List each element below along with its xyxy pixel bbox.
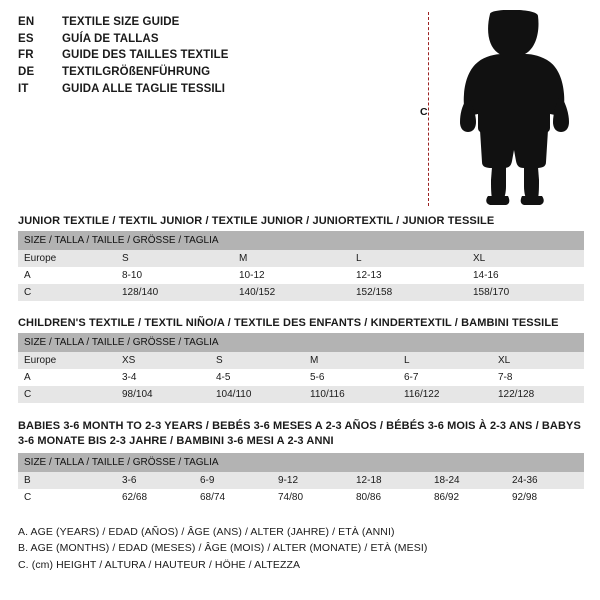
table-header-row xyxy=(18,453,584,472)
language-code: DE xyxy=(18,66,35,79)
row-label: Europe xyxy=(18,352,116,369)
language-title: GUÍA DE TALLAS xyxy=(62,32,159,45)
cell: S xyxy=(210,352,304,369)
language-code: ES xyxy=(18,32,34,45)
cell: M xyxy=(233,250,350,267)
cell: 10-12 xyxy=(233,267,350,284)
language-title: GUIDA ALLE TAGLIE TESSILI xyxy=(62,82,226,95)
cell: 12-13 xyxy=(350,267,467,284)
cell: 3-4 xyxy=(116,369,210,386)
table-header-row xyxy=(18,333,584,352)
cell: 158/170 xyxy=(467,284,584,301)
row-label: A xyxy=(18,369,116,386)
height-measure-line xyxy=(428,12,429,206)
children-section xyxy=(18,317,588,403)
cell: L xyxy=(350,250,467,267)
cell: M xyxy=(304,352,398,369)
legend-line-b: B. AGE (MONTHS) / EDAD (MESES) / ÂGE (MOIS) / ALTER (MONATE) / ETÀ (MESI) xyxy=(18,542,428,555)
cell: 92/98 xyxy=(506,489,584,506)
table-header-row xyxy=(18,231,584,250)
junior-section-title: JUNIOR TEXTILE / TEXTIL JUNIOR / TEXTILE JUNIOR / JUNIORTEXTIL / JUNIOR TESSILE xyxy=(18,215,495,228)
table-row xyxy=(18,284,584,301)
language-title: TEXTILGRÖßENFÜHRUNG xyxy=(62,66,211,79)
row-label: A xyxy=(18,267,116,284)
cell: 8-10 xyxy=(116,267,233,284)
row-label: B xyxy=(18,472,116,489)
legend-line-c: C. (cm) HEIGHT / ALTURA / HAUTEUR / HÖHE / ALTEZZA xyxy=(18,558,301,571)
cell: 5-6 xyxy=(304,369,398,386)
cell: 122/128 xyxy=(492,386,584,403)
language-row xyxy=(18,14,438,31)
table-row xyxy=(18,472,584,489)
table-row xyxy=(18,489,584,506)
legend-block xyxy=(18,524,588,573)
row-label: C xyxy=(18,489,116,506)
junior-size-table xyxy=(18,231,584,301)
measurement-figure xyxy=(420,8,590,208)
cell: 24-36 xyxy=(506,472,584,489)
table-row xyxy=(18,250,584,267)
cell: 14-16 xyxy=(467,267,584,284)
row-label: Europe xyxy=(18,250,116,267)
language-title-block xyxy=(18,14,438,97)
cell: L xyxy=(398,352,492,369)
cell: S xyxy=(116,250,233,267)
cell: 80/86 xyxy=(350,489,428,506)
table-row xyxy=(18,267,584,284)
cell: XL xyxy=(467,250,584,267)
cell: 62/68 xyxy=(116,489,194,506)
cell: 3-6 xyxy=(116,472,194,489)
table-row xyxy=(18,352,584,369)
cell: 152/158 xyxy=(350,284,467,301)
measure-label-c: C xyxy=(420,106,428,118)
size-header-label: SIZE / TALLA / TAILLE / GRÖSSE / TAGLIA xyxy=(18,453,584,472)
language-title: TEXTILE SIZE GUIDE xyxy=(62,16,180,28)
language-row xyxy=(18,64,438,81)
toddler-silhouette-icon xyxy=(450,10,580,206)
cell: 4-5 xyxy=(210,369,304,386)
cell: 12-18 xyxy=(350,472,428,489)
cell: 98/104 xyxy=(116,386,210,403)
cell: 86/92 xyxy=(428,489,506,506)
cell: XL xyxy=(492,352,584,369)
babies-section-title: BABIES 3-6 MONTH TO 2-3 YEARS / BEBÉS 3-6 MESES A 2-3 AÑOS / BÉBÉS 3-6 MOIS À 2-3 ANS / BABYS 3-6 MONATE BIS 2-3 JAHRE / BAMBINI 3-6 MESI A 2-3 ANNI xyxy=(18,420,581,448)
children-size-table xyxy=(18,333,584,403)
language-row xyxy=(18,47,438,64)
cell: 140/152 xyxy=(233,284,350,301)
row-label: C xyxy=(18,284,116,301)
language-code: FR xyxy=(18,49,34,62)
cell: 18-24 xyxy=(428,472,506,489)
babies-size-table xyxy=(18,453,584,506)
cell: 110/116 xyxy=(304,386,398,403)
babies-section xyxy=(18,419,588,506)
language-code: EN xyxy=(18,16,35,28)
cell: 7-8 xyxy=(492,369,584,386)
cell: 9-12 xyxy=(272,472,350,489)
row-label: C xyxy=(18,386,116,403)
size-header-label: SIZE / TALLA / TAILLE / GRÖSSE / TAGLIA xyxy=(18,333,584,352)
table-row xyxy=(18,369,584,386)
cell: XS xyxy=(116,352,210,369)
cell: 74/80 xyxy=(272,489,350,506)
junior-section xyxy=(18,215,588,301)
language-row xyxy=(18,81,438,98)
cell: 128/140 xyxy=(116,284,233,301)
cell: 6-9 xyxy=(194,472,272,489)
language-row xyxy=(18,31,438,48)
cell: 116/122 xyxy=(398,386,492,403)
language-code: IT xyxy=(18,82,29,95)
cell: 6-7 xyxy=(398,369,492,386)
children-section-title: CHILDREN'S TEXTILE / TEXTIL NIÑO/A / TEXTILE DES ENFANTS / KINDERTEXTIL / BAMBINI TESSILE xyxy=(18,317,559,330)
language-title: GUIDE DES TAILLES TEXTILE xyxy=(62,49,229,62)
size-header-label: SIZE / TALLA / TAILLE / GRÖSSE / TAGLIA xyxy=(18,231,584,250)
legend-line-a: A. AGE (YEARS) / EDAD (AÑOS) / ÂGE (ANS) / ALTER (JAHRE) / ETÀ (ANNI) xyxy=(18,526,395,539)
cell: 68/74 xyxy=(194,489,272,506)
table-row xyxy=(18,386,584,403)
cell: 104/110 xyxy=(210,386,304,403)
